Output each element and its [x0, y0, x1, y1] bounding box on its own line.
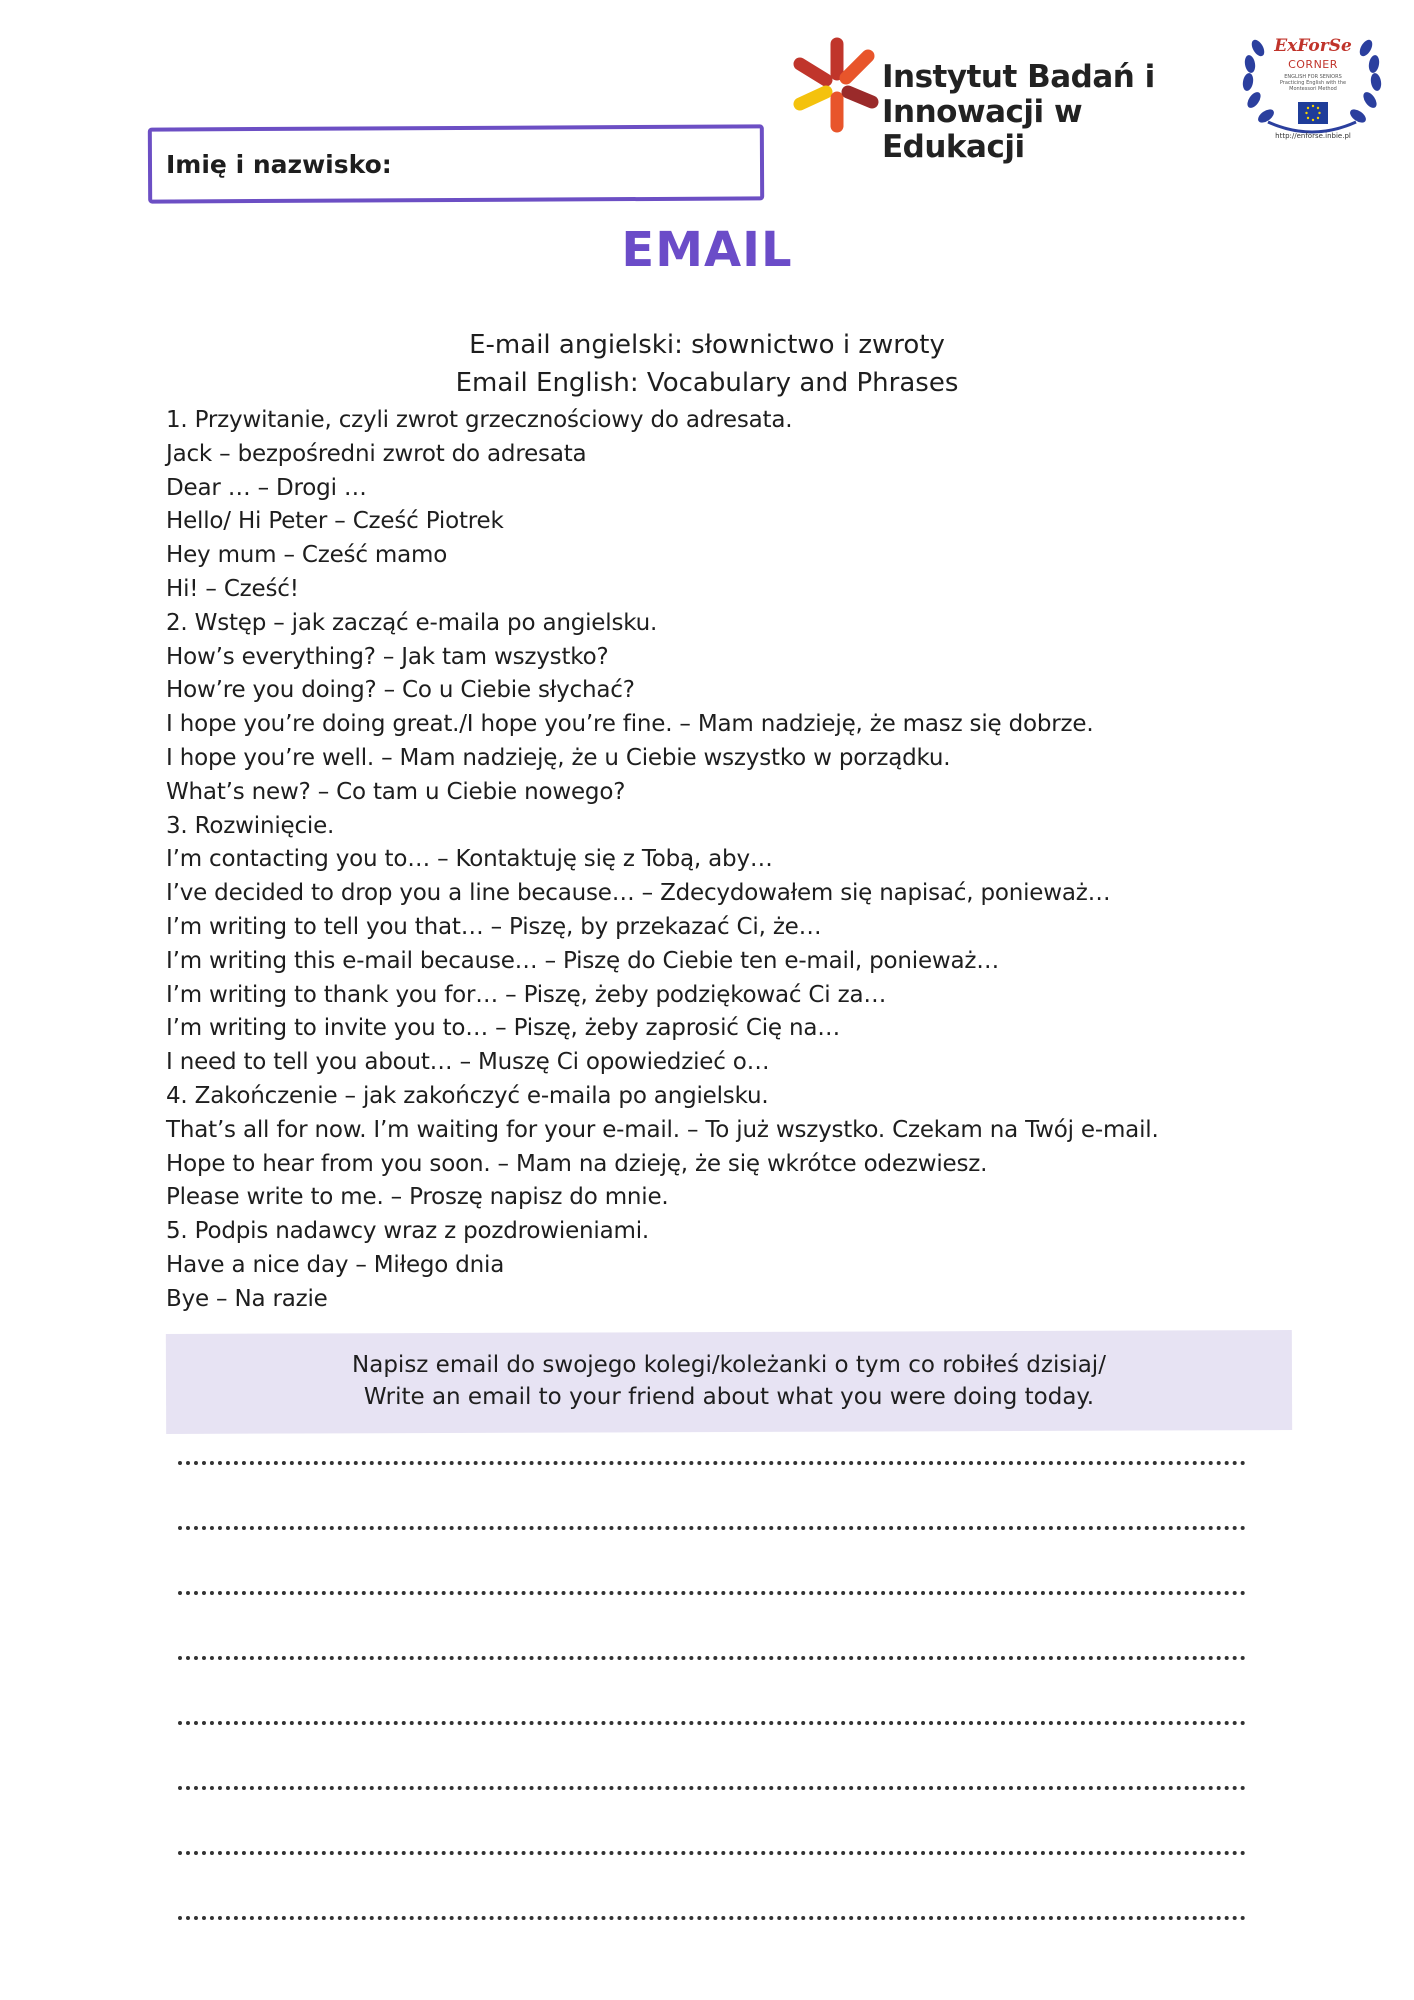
name-field-label: Imię i nazwisko: [166, 150, 392, 179]
list-item: I need to tell you about… – Muszę Ci opowiedzieć o… [166, 1049, 770, 1076]
list-item: What’s new? – Co tam u Ciebie nowego? [166, 778, 626, 805]
list-item: I’ve decided to drop you a line because… – Zdecydowałem się napisać, ponieważ… [166, 880, 1111, 907]
list-item: 4. Zakończenie – jak zakończyć e-maila po angielsku. [166, 1082, 769, 1109]
list-item: That’s all for now. I’m waiting for your e-mail. – To już wszystko. Czekam na Twój e-mail. [166, 1116, 1159, 1143]
list-item: 2. Wstęp – jak zacząć e-maila po angielsku. [166, 609, 658, 636]
list-item: I’m writing to invite you to… – Piszę, żeby zaprosić Cię na… [166, 1015, 841, 1042]
task-prompt-polish: Napisz email do swojego kolegi/koleżanki o tym co robiłeś dzisiaj/ [352, 1352, 1106, 1378]
list-item: How’s everything? – Jak tam wszystko? [166, 643, 609, 670]
list-item: I’m contacting you to… – Kontaktuję się z Tobą, aby… [166, 846, 773, 873]
list-item: I hope you’re doing great./I hope you’re fine. – Mam nadzieję, że masz się dobrze. [166, 711, 1094, 738]
writing-line[interactable] [178, 1916, 1246, 1920]
list-item: Hope to hear from you soon. – Mam na dzieję, że się wkrótce odezwiesz. [166, 1150, 988, 1177]
writing-line[interactable] [178, 1461, 1246, 1465]
institute-logo [782, 30, 1202, 165]
list-item: I’m writing to tell you that… – Piszę, by przekazać Ci, że… [166, 913, 822, 940]
writing-line[interactable] [178, 1851, 1246, 1855]
list-item: Jack – bezpośredni zwrot do adresata [166, 440, 587, 467]
list-item: How’re you doing? – Co u Ciebie słychać? [166, 677, 635, 704]
page-title: EMAIL [621, 222, 793, 278]
list-item: Have a nice day – Miłego dnia [166, 1251, 505, 1278]
task-prompt-english: Write an email to your friend about what you were doing today. [363, 1384, 1095, 1410]
institute-name-line1: Instytut Badań i [882, 59, 1155, 95]
writing-line[interactable] [178, 1656, 1246, 1660]
list-item: I’m writing this e-mail because… – Piszę do Ciebie ten e-mail, ponieważ… [166, 947, 1000, 974]
list-item: 3. Rozwinięcie. [166, 812, 335, 839]
eu-flag-icon [1298, 102, 1328, 124]
institute-name [882, 60, 1202, 165]
list-item: Bye – Na razie [166, 1285, 328, 1312]
enforse-url: http://enforse.inbie.pl [1275, 132, 1351, 140]
enforse-subtitle: CORNER [1288, 58, 1338, 71]
subtitle-english: Email English: Vocabulary and Phrases [455, 368, 959, 398]
list-item: 5. Podpis nadawcy wraz z pozdrowieniami. [166, 1218, 650, 1245]
writing-line[interactable] [178, 1786, 1246, 1790]
enforse-tagline: ENGLISH FOR SENIORS Practicing English with the Montessori Method [1279, 74, 1347, 92]
list-item: Please write to me. – Proszę napisz do mnie. [166, 1184, 669, 1211]
list-item: I hope you’re well. – Mam nadzieję, że u Ciebie wszystko w porządku. [166, 744, 951, 771]
phrase-list [166, 404, 1316, 1317]
enforse-title: ExForSe [1274, 36, 1352, 56]
writing-line[interactable] [178, 1526, 1246, 1530]
writing-line[interactable] [178, 1591, 1246, 1595]
list-item: Hi! – Cześć! [166, 575, 299, 602]
enforse-logo [1228, 18, 1396, 148]
subtitle-polish: E-mail angielski: słownictwo i zwroty [469, 330, 945, 360]
institute-name-line2: Innowacji w Edukacji [882, 94, 1083, 165]
list-item: Hello/ Hi Peter – Cześć Piotrek [166, 508, 504, 535]
list-item: Hey mum – Cześć mamo [166, 542, 448, 569]
list-item: 1. Przywitanie, czyli zwrot grzecznościowy do adresata. [166, 407, 793, 433]
list-item: Dear … – Drogi … [166, 474, 367, 501]
institute-star-icon [782, 30, 892, 140]
task-prompt [166, 1349, 1292, 1413]
list-item: I’m writing to thank you for… – Piszę, żeby podziękować Ci za… [166, 981, 887, 1008]
writing-line[interactable] [178, 1721, 1246, 1725]
